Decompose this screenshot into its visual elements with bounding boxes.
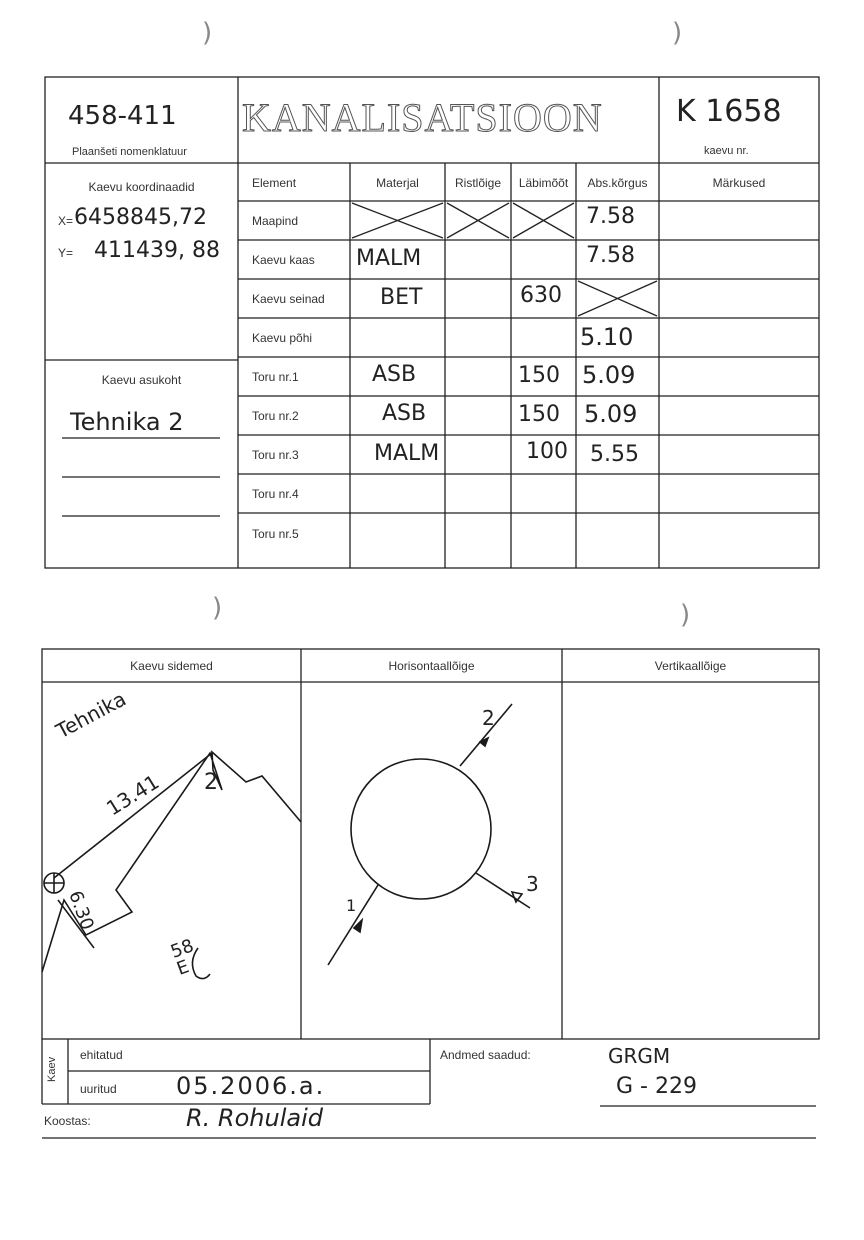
- row-elevation: 5.09: [584, 400, 638, 428]
- punch-mark-top-left: ): [202, 18, 213, 48]
- row-element: Toru nr.5: [252, 527, 299, 541]
- built-label: ehitatud: [80, 1048, 123, 1062]
- page-title: KANALISATSIOON: [242, 95, 603, 140]
- header-notes: Märkused: [712, 176, 766, 190]
- row-elevation: 5.10: [580, 323, 634, 351]
- x-prefix: X=: [58, 214, 74, 228]
- y-prefix: Y=: [58, 246, 74, 260]
- punch-mark-mid-left: ): [212, 593, 223, 623]
- y-coordinate: 411439, 88: [94, 238, 220, 263]
- row-element: Toru nr.3: [252, 448, 299, 462]
- row-element: Kaevu põhi: [252, 331, 313, 345]
- row-diameter: 100: [526, 439, 568, 464]
- data-source-value-2: G - 229: [616, 1074, 697, 1099]
- header-cross-section: Ristlõige: [454, 176, 502, 190]
- section-vertical: Vertikaallõige: [654, 659, 727, 673]
- section-horizontal: Horisontaallõige: [388, 659, 475, 673]
- sketch-distance-2: 6.30: [64, 888, 98, 933]
- row-material: MALM: [356, 246, 422, 271]
- compiled-value: R. Rohulaid: [186, 1104, 323, 1132]
- row-element: Toru nr.2: [252, 409, 299, 423]
- section-connections: Kaevu sidemed: [130, 659, 213, 673]
- map-number: 458-411: [68, 101, 177, 131]
- header-elevation: Abs.kõrgus: [587, 176, 648, 190]
- sketch-corner-label: 2: [204, 770, 218, 795]
- punch-mark-top-right: ): [672, 18, 683, 48]
- row-elevation: 5.55: [590, 442, 639, 467]
- sketch-house-number: 58 E: [167, 935, 197, 980]
- header-material: Materjal: [376, 176, 419, 190]
- compiled-label: Koostas:: [44, 1114, 91, 1128]
- well-number-label: kaevu nr.: [704, 145, 749, 157]
- horizontal-section-sketch: [328, 704, 530, 965]
- punch-mark-mid-right: ): [680, 600, 691, 630]
- pipe-3-label: 3: [526, 872, 539, 896]
- sketch-distance-1: 13.41: [102, 769, 164, 821]
- row-diameter: 150: [518, 402, 560, 427]
- surveyed-value: 05.2006.a.: [176, 1072, 326, 1100]
- row-element: Kaevu kaas: [252, 253, 315, 267]
- row-elevation: 7.58: [586, 243, 635, 268]
- header-diameter: Läbimõõt: [518, 176, 569, 190]
- data-source-label: Andmed saadud:: [440, 1048, 531, 1062]
- location-value: Tehnika 2: [70, 408, 184, 436]
- row-element: Kaevu seinad: [252, 292, 325, 306]
- surveyed-label: uuritud: [80, 1082, 117, 1096]
- row-diameter: 150: [518, 363, 560, 388]
- pipe-2-label: 2: [482, 706, 495, 730]
- footer-side-label: Kaev: [46, 1056, 58, 1082]
- well-number: K 1658: [676, 94, 782, 129]
- pipe-1-label: 1: [346, 896, 357, 915]
- row-material: ASB: [382, 401, 427, 426]
- row-element: Maapind: [252, 214, 299, 228]
- row-diameter: 630: [520, 283, 562, 308]
- data-source-value-1: GRGM: [608, 1044, 671, 1068]
- row-element: Toru nr.4: [252, 487, 299, 501]
- location-label: Kaevu asukoht: [101, 373, 182, 387]
- header-element: Element: [252, 176, 297, 190]
- sketch-street-label: Tehnika: [52, 686, 130, 744]
- coords-label: Kaevu koordinaadid: [88, 180, 195, 194]
- row-material: BET: [380, 285, 423, 310]
- x-coordinate: 6458845,72: [74, 205, 207, 230]
- row-element: Toru nr.1: [252, 370, 299, 384]
- map-number-label: Plaanšeti nomenklatuur: [72, 146, 187, 158]
- row-elevation: 5.09: [582, 361, 636, 389]
- row-material: MALM: [374, 441, 440, 466]
- row-elevation: 7.58: [586, 204, 635, 229]
- row-material: ASB: [372, 362, 417, 387]
